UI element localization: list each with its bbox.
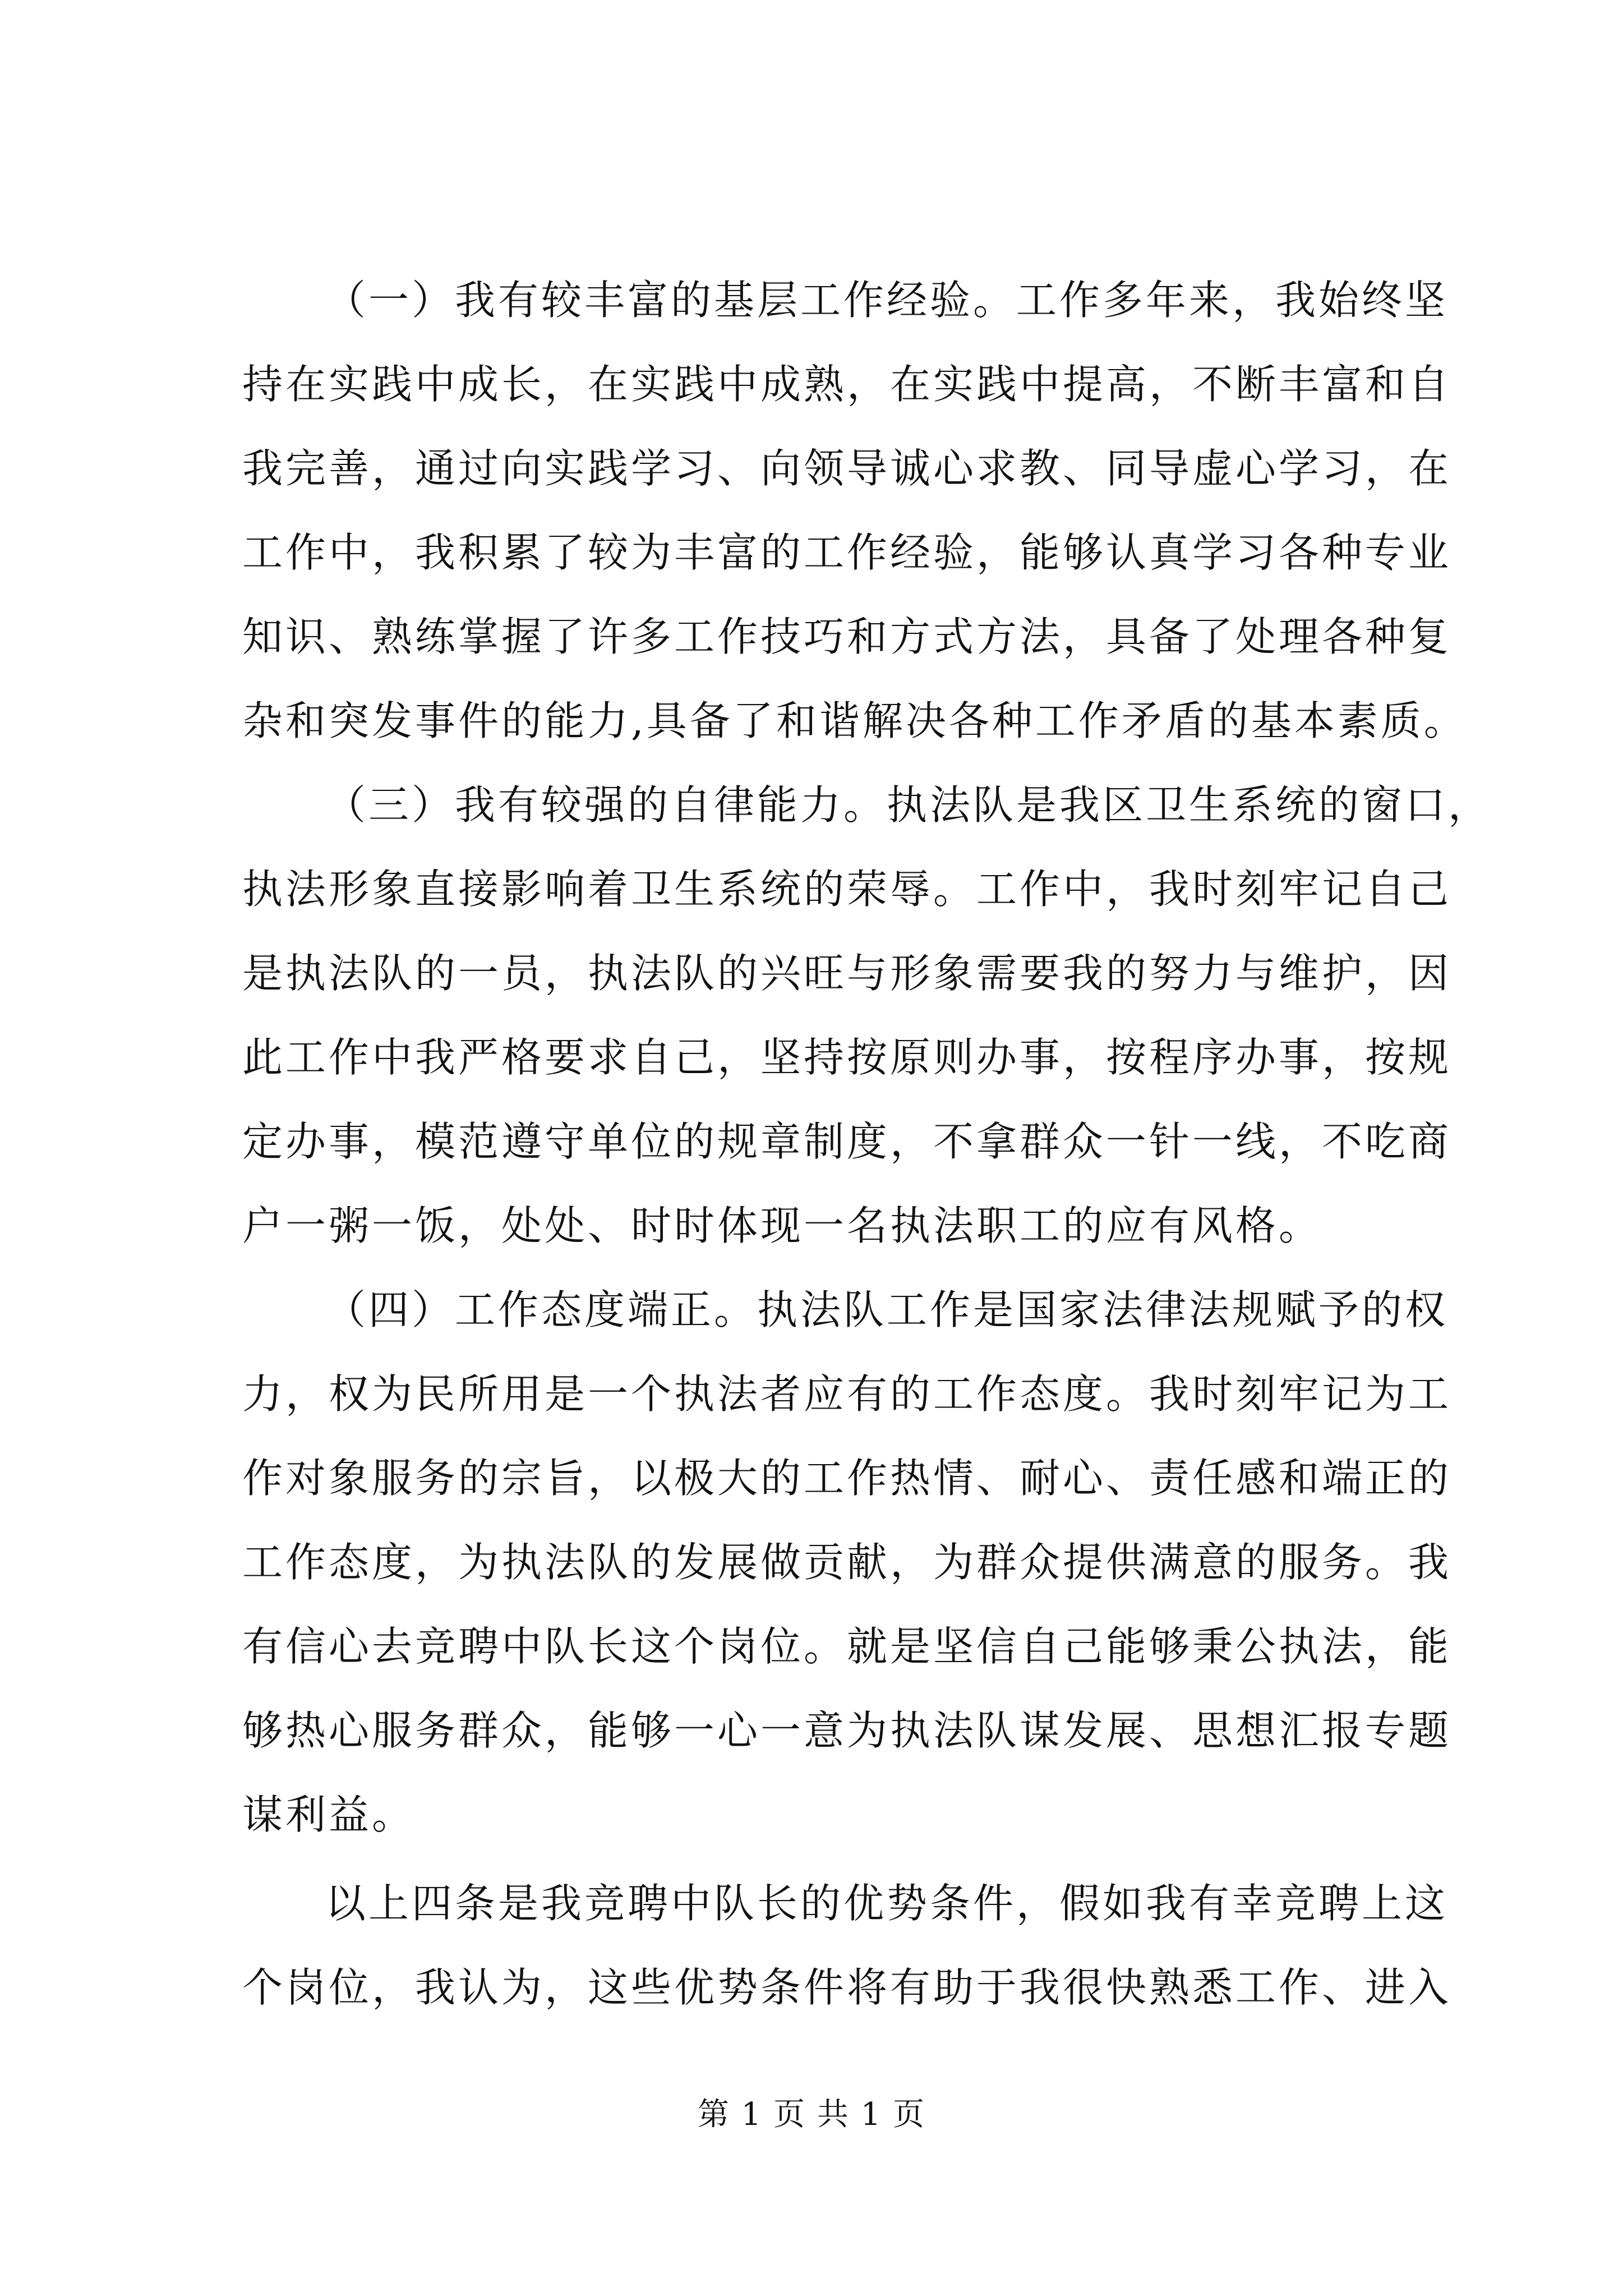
text-line: 持在实践中成长，在实践中成熟，在实践中提高，不断丰富和自 — [242, 361, 1452, 408]
text-line: 定办事，模范遵守单位的规章制度，不拿群众一针一线，不吃商 — [242, 1118, 1452, 1165]
text-line: 个岗位，我认为，这些优势条件将有助于我很快熟悉工作、进入 — [242, 1964, 1452, 2011]
text-line: 以上四条是我竞聘中队长的优势条件，假如我有幸竞聘上这 — [325, 1880, 1449, 1927]
text-line: 力，权为民所用是一个执法者应有的工作态度。我时刻牢记为工 — [242, 1370, 1452, 1418]
text-line: 够热心服务群众，能够一心一意为执法队谋发展、思想汇报专题 — [242, 1707, 1452, 1754]
paragraph-2 — [242, 763, 1492, 1268]
paragraph-3 — [242, 1268, 1452, 1857]
text-line: 工作态度，为执法队的发展做贡献，为群众提供满意的服务。我 — [242, 1539, 1452, 1586]
text-line: 户一粥一饭，处处、时时体现一名执法职工的应有风格。 — [242, 1202, 1322, 1249]
text-line: 知识、熟练掌握了许多工作技巧和方式方法，具备了处理各种复 — [242, 613, 1452, 660]
document-body — [242, 258, 1492, 2030]
text-line: 杂和突发事件的能力,具备了和谐解决各种工作矛盾的基本素质。 — [242, 697, 1467, 744]
text-line: 此工作中我严格要求自己，坚持按原则办事，按程序办事，按规 — [242, 1034, 1452, 1081]
paragraph-1 — [242, 258, 1467, 763]
text-line: 工作中，我积累了较为丰富的工作经验，能够认真学习各种专业 — [242, 529, 1452, 576]
text-line: 有信心去竞聘中队长这个岗位。就是坚信自己能够秉公执法，能 — [242, 1623, 1452, 1670]
text-line: （一）我有较丰富的基层工作经验。工作多年来，我始终坚 — [325, 277, 1449, 324]
text-line: 我完善，通过向实践学习、向领导诚心求教、同导虚心学习，在 — [242, 445, 1452, 492]
text-line: （三）我有较强的自律能力。执法队是我区卫生系统的窗口， — [325, 781, 1492, 829]
text-line: 谋利益。 — [242, 1791, 416, 1838]
text-line: 作对象服务的宗旨，以极大的工作热情、耐心、责任感和端正的 — [242, 1455, 1452, 1502]
text-line: （四）工作态度端正。执法队工作是国家法律法规赋予的权 — [325, 1286, 1449, 1333]
paragraph-spacer — [242, 1857, 1412, 1861]
text-line: 是执法队的一员，执法队的兴旺与形象需要我的努力与维护，因 — [242, 950, 1452, 997]
page-footer: 第 1 页 共 1 页 — [697, 2096, 926, 2133]
text-line: 执法形象直接影响着卫生系统的荣辱。工作中，我时刻牢记自己 — [242, 866, 1452, 913]
paragraph-4 — [242, 1861, 1452, 2030]
